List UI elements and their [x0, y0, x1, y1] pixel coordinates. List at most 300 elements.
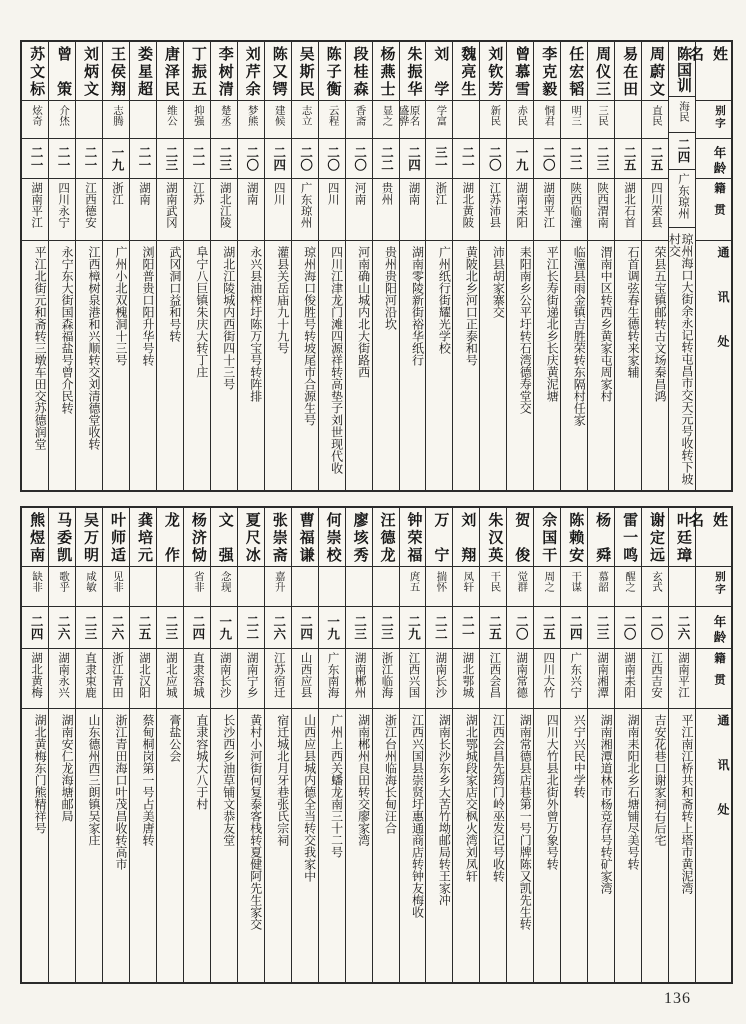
directory-column [102, 508, 129, 982]
entry-age: 二六 [669, 606, 695, 648]
entry-native-place: 河南 [346, 178, 372, 240]
entry-courtesy-name: 念现 [211, 566, 237, 606]
entry-courtesy-name [76, 100, 102, 138]
entry-age: 二〇 [238, 138, 264, 178]
entry-address: 平江北街元和斋转三墩车田交苏德润堂 [22, 240, 48, 490]
entry-age: 二一 [130, 138, 156, 178]
entry-age: 二二 [561, 138, 587, 178]
entry-name: 张崇斋 [270, 512, 287, 562]
entry-name: 龙作 [162, 512, 179, 562]
entry-name: 周蔚文 [648, 46, 665, 96]
entry-address: 耒阳南乡公平圩转石湾德寿堂交 [507, 240, 533, 490]
directory-column [183, 508, 210, 982]
entry-name: 刘钦芳 [486, 46, 503, 96]
entry-name: 贺俊 [513, 512, 530, 562]
entry-address: 广州小北双槐洞十三号 [103, 240, 129, 490]
entry-age: 二四 [669, 132, 695, 169]
entry-age: 一九 [319, 606, 345, 648]
entry-courtesy-name: 赤民 [507, 100, 533, 138]
entry-name: 陈子衡 [324, 46, 341, 96]
directory-column [668, 508, 695, 982]
entry-native-place: 浙江 [103, 178, 129, 240]
entry-name: 文强 [216, 512, 233, 562]
entry-courtesy-name: 志腾 [103, 100, 129, 138]
entry-age: 二一 [453, 606, 479, 648]
entry-native-place: 陕西临潼 [561, 178, 587, 240]
entry-courtesy-name: 凤轩 [453, 566, 479, 606]
entry-name: 王侯翔 [108, 46, 125, 96]
entry-native-place: 湖南 [400, 178, 426, 240]
entry-address: 黄村小河街何复泰客栈转夏健阿先生家交 [238, 708, 264, 982]
entry-name: 曹福谦 [297, 512, 314, 562]
entry-age: 二一 [76, 138, 102, 178]
directory-column [318, 508, 345, 982]
entry-name: 陈又锷 [270, 46, 287, 96]
entry-courtesy-name: 建候 [265, 100, 291, 138]
entry-courtesy-name [373, 566, 399, 606]
entry-age: 二一 [453, 138, 479, 178]
entry-name: 马委凯 [55, 512, 72, 562]
entry-age: 一九 [211, 606, 237, 648]
entry-address: 临潼县雨金镇吉胜荣转东隔村任家 [561, 240, 587, 490]
entry-address: 荣县五宝镇邮转古文场秦昌鸿 [642, 240, 668, 490]
directory-column [614, 508, 641, 982]
entry-courtesy-name: 维公 [157, 100, 183, 138]
entry-name: 龚培元 [135, 512, 152, 562]
entry-native-place: 湖南 [130, 178, 156, 240]
entry-courtesy-name [130, 566, 156, 606]
directory-column [156, 42, 183, 490]
directory-column [264, 42, 291, 490]
entry-native-place: 湖北石首 [615, 178, 641, 240]
entry-address: 浙江台州临海长甸汪合 [373, 708, 399, 982]
directory-column [372, 508, 399, 982]
entry-native-place: 广东兴宁 [561, 648, 587, 708]
entry-name: 李树清 [216, 46, 233, 96]
entry-courtesy-name: 恫君 [534, 100, 560, 138]
directory-column [479, 42, 506, 490]
directory-column [452, 508, 479, 982]
entry-age: 一九 [103, 138, 129, 178]
entry-name: 苏文标 [28, 46, 45, 96]
entry-name: 段桂森 [351, 46, 368, 96]
entry-native-place: 四川 [319, 178, 345, 240]
entry-age: 一九 [507, 138, 533, 178]
entry-age: 二〇 [507, 606, 533, 648]
entry-native-place: 江西吉安 [642, 648, 668, 708]
entry-address: 阜宁八巨镇朱庆大转丁庄 [184, 240, 210, 490]
entry-age: 二一 [22, 138, 48, 178]
entry-age: 二三 [373, 606, 399, 648]
entry-courtesy-name: 介烋 [49, 100, 75, 138]
entry-age: 二〇 [480, 138, 506, 178]
directory-column [264, 508, 291, 982]
entry-native-place: 广东南海 [319, 648, 345, 708]
entry-address: 广州上西关蟠龙南三十二号 [319, 708, 345, 982]
entry-age: 二〇 [615, 606, 641, 648]
directory-column [533, 508, 560, 982]
directory-column [210, 42, 237, 490]
directory-column [587, 508, 614, 982]
entry-name: 刘芹余 [243, 46, 260, 96]
entry-native-place: 湖北汉阳 [130, 648, 156, 708]
directory-column [48, 508, 75, 982]
entry-courtesy-name: 玄式 [642, 566, 668, 606]
entry-name: 唐泽民 [162, 46, 179, 96]
entry-address: 湖南耒阳北乡石塘铺尽美号转 [615, 708, 641, 982]
entry-courtesy-name [453, 100, 479, 138]
entry-native-place: 四川永宁 [49, 178, 75, 240]
entry-name: 谢定远 [648, 512, 665, 562]
entry-name: 曾慕雪 [513, 46, 530, 96]
entry-name: 朱汉英 [486, 512, 503, 562]
entry-native-place: 湖北黄梅 [22, 648, 48, 708]
entry-address: 浏阳普贵口阳升华号转 [130, 240, 156, 490]
entry-courtesy-name [669, 566, 695, 606]
directory-column [399, 42, 426, 490]
entry-address: 灌县关岳庙九十九号 [265, 240, 291, 490]
entry-age: 二三 [157, 606, 183, 648]
entry-age: 二〇 [534, 138, 560, 178]
entry-courtesy-name: 干民 [480, 566, 506, 606]
directory-column [587, 42, 614, 490]
entry-address: 湖南零陵新街裕华纸行 [400, 240, 426, 490]
entry-courtesy-name [319, 566, 345, 606]
directory-column [318, 42, 345, 490]
directory-column [560, 42, 587, 490]
entry-name: 钟荣福 [405, 512, 422, 562]
entry-courtesy-name: 云程 [319, 100, 345, 138]
entry-name: 吴万明 [82, 512, 99, 562]
header-name: 姓名 [687, 46, 727, 85]
directory-column [345, 508, 372, 982]
entry-age: 二〇 [642, 606, 668, 648]
directory-table-bottom [20, 506, 733, 984]
entry-address: 四川大竹县北街外曾万象号转 [534, 708, 560, 982]
entry-address: 湖南郴州良田转交廖家湾 [346, 708, 372, 982]
entry-courtesy-name [346, 566, 372, 606]
directory-column [22, 508, 48, 982]
entry-name: 李克毅 [540, 46, 557, 96]
entry-name: 叶师适 [108, 512, 125, 562]
header-native-place: 籍贯 [696, 648, 731, 708]
entry-courtesy-name: 省非 [184, 566, 210, 606]
entry-native-place: 湖南耒阳 [507, 178, 533, 240]
entry-address: 宿迁城北月牙巷张氏宗祠 [265, 708, 291, 982]
directory-column [425, 42, 452, 490]
entry-age: 二四 [22, 606, 48, 648]
entry-address: 湖北黄梅东门熊精祥号 [22, 708, 48, 982]
entry-address: 平江南江桥共和斋转上塔市黄泥湾 [669, 708, 695, 982]
entry-native-place: 湖南平江 [534, 178, 560, 240]
entry-address: 湖南长沙东乡大苦竹坳邮局转王家冲 [426, 708, 452, 982]
entry-native-place: 四川荣县 [642, 178, 668, 240]
entry-age: 二四 [265, 138, 291, 178]
entry-address: 琼州海口大街余永记转屯昌市交天元号收转下坡村交 [669, 227, 695, 490]
entry-courtesy-name: 慕韶 [588, 566, 614, 606]
entry-age: 二六 [265, 606, 291, 648]
entry-name: 廖垓秀 [351, 512, 368, 562]
entry-address: 湖南湘潭道林市杨竞存号转矿家湾 [588, 708, 614, 982]
entry-name: 易在田 [621, 46, 638, 96]
entry-address: 浙江青田海口叶茂昌收转高市 [103, 708, 129, 982]
entry-age: 二〇 [346, 138, 372, 178]
entry-native-place: 湖北鄂城 [453, 648, 479, 708]
entry-native-place: 广东琼州 [669, 169, 695, 227]
directory-column [425, 508, 452, 982]
entry-name: 何崇校 [324, 512, 341, 562]
entry-name: 朱振华 [405, 46, 422, 96]
entry-name: 汪德龙 [378, 512, 395, 562]
entry-age: 二四 [400, 138, 426, 178]
entry-age: 二三 [588, 606, 614, 648]
entry-courtesy-name: 原名盛骅 [400, 100, 426, 138]
entry-name: 刘学 [432, 46, 449, 96]
entry-address: 武冈洞口益和号转 [157, 240, 183, 490]
entry-address: 贵州贵阳河沿坎 [373, 240, 399, 490]
entry-native-place: 湖南平江 [669, 648, 695, 708]
page-number: 136 [664, 990, 691, 1007]
entry-courtesy-name: 揣怀 [426, 566, 452, 606]
header-native-place: 籍贯 [696, 178, 731, 240]
entry-courtesy-name [157, 566, 183, 606]
header-age: 年龄 [696, 138, 731, 178]
directory-column [668, 42, 695, 490]
header-address: 通讯处 [696, 708, 731, 982]
entry-native-place: 江苏 [184, 178, 210, 240]
entry-address: 永宁东大街国森福盐号曾介民转 [49, 240, 75, 490]
entry-courtesy-name [292, 566, 318, 606]
entry-name: 杨燕士 [378, 46, 395, 96]
entry-address: 琼州海口俊胜号转坡尾市合源生号 [292, 240, 318, 490]
entry-address: 兴宁兴民中学转 [561, 708, 587, 982]
entry-address: 湖北鄂城段家店交枫火湾刘凤轩 [453, 708, 479, 982]
directory-table-top [20, 40, 733, 492]
header-courtesy-name: 别字 [696, 566, 731, 606]
directory-column [479, 508, 506, 982]
entry-courtesy-name: 嘉升 [265, 566, 291, 606]
entry-age: 三一 [426, 138, 452, 178]
entry-native-place: 湖南耒阳 [615, 648, 641, 708]
entry-name: 杨济恸 [189, 512, 206, 562]
entry-native-place: 江西兴国 [400, 648, 426, 708]
entry-native-place: 直隶束鹿 [76, 648, 102, 708]
entry-address: 湖南常德县店巷第一号门牌陈又凯先生转 [507, 708, 533, 982]
entry-native-place: 四川大竹 [534, 648, 560, 708]
entry-age: 二六 [49, 606, 75, 648]
directory-column [345, 42, 372, 490]
entry-name: 陈国训 [675, 46, 691, 93]
entry-age: 二〇 [319, 138, 345, 178]
entry-name: 雷一鸣 [621, 512, 638, 562]
directory-column [156, 508, 183, 982]
entry-address: 平江长寿街递北乡长庆黄泥塘 [534, 240, 560, 490]
entry-age: 二五 [480, 606, 506, 648]
entry-name: 曾策 [55, 46, 72, 96]
entry-address: 黄陂北乡河口正泰和号 [453, 240, 479, 490]
entry-courtesy-name: 直民 [642, 100, 668, 138]
entry-age: 二〇 [292, 138, 318, 178]
entry-courtesy-name: 新民 [480, 100, 506, 138]
entry-name: 任宏韬 [567, 46, 584, 96]
entry-native-place: 湖南宁乡 [238, 648, 264, 708]
entry-address: 江西会昌先筠门岭巫发记号收转 [480, 708, 506, 982]
directory-column [372, 42, 399, 490]
entry-native-place: 江西会昌 [480, 648, 506, 708]
entry-address: 永兴县油榨圩陈万宝号转阵排 [238, 240, 264, 490]
entry-address: 山西应县城内德全当转交我家中 [292, 708, 318, 982]
entry-native-place: 湖南湘潭 [588, 648, 614, 708]
entry-age: 二三 [157, 138, 183, 178]
entry-courtesy-name [615, 100, 641, 138]
entry-address: 河南确山城内北大街路西 [346, 240, 372, 490]
directory-column [237, 42, 264, 490]
directory-column [291, 42, 318, 490]
entry-courtesy-name: 抑强 [184, 100, 210, 138]
entry-name: 陈赖安 [567, 512, 584, 562]
entry-native-place: 陕西渭南 [588, 178, 614, 240]
entry-courtesy-name: 周之 [534, 566, 560, 606]
entry-courtesy-name: 缺非 [22, 566, 48, 606]
directory-column [237, 508, 264, 982]
entry-native-place: 山西应县 [292, 648, 318, 708]
entry-name: 熊煜南 [28, 512, 45, 562]
entry-courtesy-name: 庹五 [400, 566, 426, 606]
entry-native-place: 江苏宿迁 [265, 648, 291, 708]
entry-name: 杨舜 [594, 512, 611, 562]
entry-address: 四川江津龙门滩四源祥转高垫子刘世现代收 [319, 240, 345, 490]
entry-native-place: 湖北黄陂 [453, 178, 479, 240]
entry-name: 夏尺冰 [243, 512, 260, 562]
entry-courtesy-name: 干谋 [561, 566, 587, 606]
directory-column [399, 508, 426, 982]
entry-courtesy-name: 海民 [669, 96, 695, 132]
entry-address: 长沙西乡油草铺文恭友堂 [211, 708, 237, 982]
entry-age: 二四 [184, 606, 210, 648]
entry-age: 二五 [534, 606, 560, 648]
entry-courtesy-name: 志立 [292, 100, 318, 138]
entry-age: 二三 [346, 606, 372, 648]
directory-column [641, 42, 668, 490]
directory-column [48, 42, 75, 490]
entry-courtesy-name [238, 566, 264, 606]
entry-address: 石首调弦春生德转来家辅 [615, 240, 641, 490]
directory-column [102, 42, 129, 490]
entry-name: 娄星超 [135, 46, 152, 96]
entry-age: 二三 [588, 138, 614, 178]
directory-column [129, 42, 156, 490]
header-address: 通讯处 [696, 240, 731, 490]
directory-column [291, 508, 318, 982]
entry-courtesy-name: 学富 [426, 100, 452, 138]
directory-column [614, 42, 641, 490]
entry-name: 吴斯民 [297, 46, 314, 96]
directory-column [210, 508, 237, 982]
entry-native-place: 湖南长沙 [426, 648, 452, 708]
entry-address: 渭南中区转西乡黄家屯周家村 [588, 240, 614, 490]
entry-courtesy-name: 三民 [588, 100, 614, 138]
entry-native-place: 湖南长沙 [211, 648, 237, 708]
entry-name: 刘炳文 [82, 46, 99, 96]
entry-age: 二五 [615, 138, 641, 178]
header-courtesy-name: 别字 [696, 100, 731, 138]
directory-column [506, 42, 533, 490]
entry-native-place: 浙江 [426, 178, 452, 240]
directory-column [75, 42, 102, 490]
entry-native-place: 四川 [265, 178, 291, 240]
entry-native-place: 江西德安 [76, 178, 102, 240]
entry-native-place: 浙江青田 [103, 648, 129, 708]
entry-name: 周仪三 [594, 46, 611, 96]
entry-native-place: 湖南常德 [507, 648, 533, 708]
directory-column [506, 508, 533, 982]
entry-age: 二一 [49, 138, 75, 178]
entry-age: 二九 [400, 606, 426, 648]
entry-courtesy-name: 炫奇 [22, 100, 48, 138]
entry-native-place: 湖南郴州 [346, 648, 372, 708]
entry-age: 二二 [238, 606, 264, 648]
entry-courtesy-name: 梦熊 [238, 100, 264, 138]
entry-address: 吉安花巷口谢家祠右后宅 [642, 708, 668, 982]
entry-courtesy-name: 醒之 [615, 566, 641, 606]
directory-column [129, 508, 156, 982]
entry-native-place: 江苏沛县 [480, 178, 506, 240]
entry-age: 二六 [103, 606, 129, 648]
entry-address: 山东德州西三朗镇吴家庄 [76, 708, 102, 982]
entry-native-place: 湖北江陵 [211, 178, 237, 240]
entry-courtesy-name: 歌乎 [49, 566, 75, 606]
entry-courtesy-name: 显之 [373, 100, 399, 138]
entry-name: 丁振五 [189, 46, 206, 96]
entry-native-place: 湖南 [238, 178, 264, 240]
entry-address: 湖北江陵城内西街四十三号 [211, 240, 237, 490]
entry-name: 刘翔 [459, 512, 476, 562]
entry-address: 广州纸行街耀光学校 [426, 240, 452, 490]
header-column-top [687, 42, 731, 490]
entry-age: 二四 [561, 606, 587, 648]
entry-age: 二二 [426, 606, 452, 648]
entry-courtesy-name: 香斋 [346, 100, 372, 138]
entry-age: 二二 [373, 138, 399, 178]
entry-native-place: 湖南永兴 [49, 648, 75, 708]
entry-native-place: 贵州 [373, 178, 399, 240]
entry-native-place: 湖南平江 [22, 178, 48, 240]
entry-address: 湖南安仁龙海塘邮局 [49, 708, 75, 982]
entry-native-place: 湖北应城 [157, 648, 183, 708]
entry-courtesy-name: 咸敏 [76, 566, 102, 606]
entry-address: 直隶容城大八于村 [184, 708, 210, 982]
directory-column [452, 42, 479, 490]
entry-native-place: 浙江临海 [373, 648, 399, 708]
directory-column [560, 508, 587, 982]
entry-address: 江西兴国县崇贤圩惠通商店转钟友梅收 [400, 708, 426, 982]
entry-name: 佘国干 [540, 512, 557, 562]
entry-courtesy-name: 明三 [561, 100, 587, 138]
entry-native-place: 广东琼州 [292, 178, 318, 240]
directory-column [22, 42, 48, 490]
entry-address: 膏盐公会 [157, 708, 183, 982]
entry-courtesy-name: 楚丞 [211, 100, 237, 138]
entry-name: 万宁 [432, 512, 449, 562]
directory-column [183, 42, 210, 490]
directory-column [641, 508, 668, 982]
entry-courtesy-name: 觉群 [507, 566, 533, 606]
header-age: 年龄 [696, 606, 731, 648]
entry-age: 二一 [184, 138, 210, 178]
entry-native-place: 直隶容城 [184, 648, 210, 708]
entry-address: 沛县胡家寨交 [480, 240, 506, 490]
entry-name: 魏亮生 [459, 46, 476, 96]
